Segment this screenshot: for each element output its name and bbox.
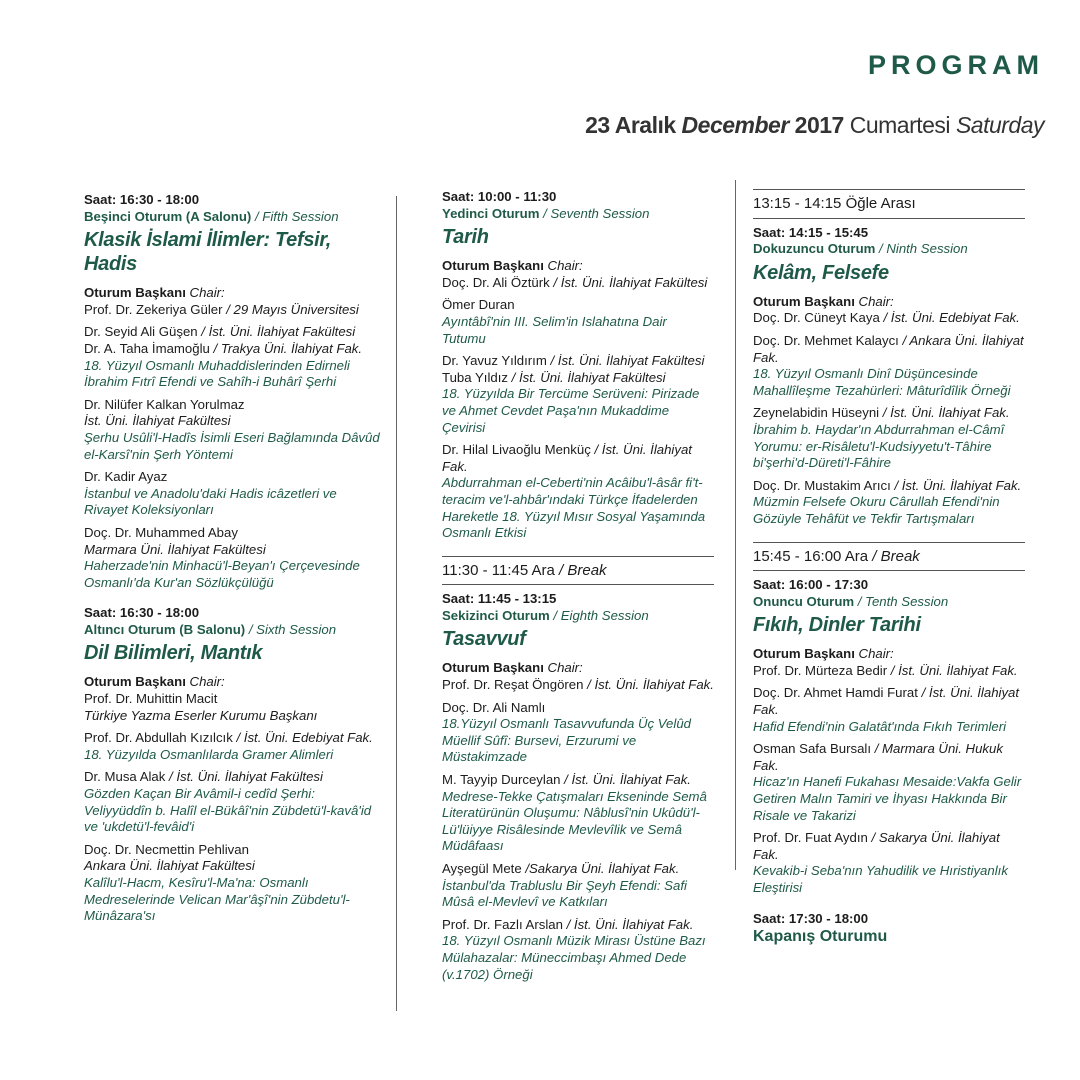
presenter-name: Dr. Yavuz Yıldırım [442,353,547,369]
session-time: Saat: 16:00 - 17:30 [753,577,869,593]
date-month-en: December [681,112,789,138]
presenter-name: M. Tayyip Durceylan [442,772,561,788]
chair-label: Oturum Başkanı [753,293,855,309]
session-topic: Fıkıh, Dinler Tarihi [753,614,921,637]
chair-label: Oturum Başkanı [84,674,186,690]
chair-affiliation: / İst. Üni. İlahiyat Fakültesi [553,274,708,290]
session-name-tr: Dokuzuncu Oturum [753,241,876,257]
presenter-affiliation: / İst. Üni. İlahiyat Fak. [442,442,692,474]
chair-label: Oturum Başkanı [84,285,186,301]
session-chair [753,646,1025,663]
session-name-tr: Altıncı Oturum (B Salonu) [84,621,246,637]
break-time: 15:45 - 16:00 Ara [753,547,869,565]
presenter-name: Dr. Musa Alak [84,769,166,785]
session-block [753,225,1025,528]
chair-name: Prof. Dr. Zekeriya Güler [84,301,223,317]
chair-label-en: Chair: [547,258,583,274]
session-name [84,622,384,639]
presenter-name: Dr. Nilüfer Kalkan Yorulmaz [84,396,245,412]
session-block [84,605,384,925]
paper-title: 18. Yüzyılda Osmanlılarda Gramer Alimleri [84,746,334,762]
chair-affiliation: / İst. Üni. Edebiyat Fak. [883,310,1020,326]
presenter-affiliation: / İst. Üni. İlahiyat Fak. [882,405,1010,421]
presenter-affiliation: / İst. Üni. İlahiyat Fak. [564,772,691,788]
presenter-name: Prof. Dr. Abdullah Kızılcık [84,730,233,746]
paper-title: Gözden Kaçan Bir Avâmil-i cedîd Şerhi: Veliyyüddîn b. Halîl el-Bükâî'nin Zübdetü'l-kavâ'id ve 'ukdetü'l-fevâid'i [84,786,372,835]
paper-title: Müzmin Felsefe Okuru Cârullah Efendi'nin Gözüyle Tehâfüt ve Tekfir Tartışmaları [753,494,1000,526]
column-1 [84,192,384,925]
chair-affiliation: / İst. Üni. İlahiyat Fak. [587,677,714,693]
presenter-affiliation: / İst. Üni. İlahiyat Fakültesi [169,769,323,785]
session-name-en: / Fifth Session [254,208,339,224]
closing-time: Saat: 17:30 - 18:00 [753,910,869,926]
presenter-affiliation: / Ankara Üni. İlahiyat Fak. [753,332,1024,365]
chair-name: Prof. Dr. Reşat Öngören [442,677,584,693]
session-name-tr: Onuncu Oturum [753,593,855,609]
chair-name: Doç. Dr. Ali Öztürk [442,274,550,290]
presenter-name: Prof. Dr. Fuat Aydın [753,830,868,846]
chair-name: Doç. Dr. Cüneyt Kaya [753,310,880,326]
presenter [753,685,1025,718]
presenter-name: Doç. Dr. Mehmet Kalaycı [753,332,899,348]
session-name-en: / Tenth Session [857,593,949,609]
presenter-affiliation: / İst. Üni. İlahiyat Fakültesi [550,353,705,369]
presenter [442,370,714,387]
chair-label: Oturum Başkanı [442,660,544,676]
presenter-name: Osman Safa Bursalı [753,741,872,757]
session-block [442,591,714,983]
session-topic: Klasik İslami İlimler: Tefsir, Hadis [84,229,332,276]
session-topic: Kelâm, Felsefe [753,261,889,284]
chair-label-en: Chair: [858,293,894,309]
presenter-affiliation: / Trakya Üni. İlahiyat Fak. [213,340,363,356]
presenter-name: Doç. Dr. Ahmet Hamdi Furat [753,685,918,701]
break-time: 11:30 - 11:45 Ara [442,561,555,579]
paper-title: İstanbul ve Anadolu'daki Hadis icâzetleri ve Rivayet Koleksiyonları [84,485,337,518]
presenter-name: Zeynelabidin Hüseyni [753,405,880,421]
session-chair [84,285,384,302]
presenter [442,442,714,475]
presenter [753,333,1025,366]
chair-label-en: Chair: [189,285,225,301]
presenter [753,478,1025,495]
presenter-name: Dr. Hilal Livaoğlu Menküç [442,442,591,458]
presenter [753,830,1025,863]
presenter [84,730,384,747]
session-topic: Tarih [442,226,489,249]
chair-label-en: Chair: [547,660,583,676]
session-name [753,594,1025,611]
session-name-en: / Eighth Session [553,607,649,623]
paper-title: Ayıntâbî'nin III. Selim'in Islahatına Dair Tutumu [442,313,667,346]
presenter [442,917,714,934]
presenter [442,861,714,878]
presenter-affiliation: / İst. Üni. İlahiyat Fak. [753,685,1020,718]
presenter-affiliation: / İst. Üni. Edebiyat Fak. [236,730,373,746]
column-3 [753,180,1025,946]
session-topic: Dil Bilimleri, Mantık [84,642,263,665]
session-name [442,206,714,223]
session-time: Saat: 14:15 - 15:45 [753,224,869,240]
chair-affiliation: / İst. Üni. İlahiyat Fak. [890,662,1018,678]
session-block [753,577,1025,897]
chair-person [84,302,384,319]
session-name [442,608,714,625]
session-chair [442,258,714,275]
paper-title: Kalîlu'l-Hacm, Kesîru'l-Ma'na: Osmanlı Medreselerinde Velican Mar'âşî'nin Zübdetu'l- Münâzara'sı [84,875,350,924]
chair-affiliation: / 29 Mayıs Üniversitesi [226,301,359,317]
presenter-affiliation: Ankara Üni. İlahiyat Fakültesi [84,858,255,874]
presenter-name: Dr. Seyid Ali Güşen [84,324,198,340]
paper-title: Hicaz'ın Hanefi Fukahası Mesaide:Vakfa Gelir Getiren Malın Tamiri ve İhyası Hakkında Bir Risale ve Takarizi [753,774,1022,823]
paper-title: İstanbul'da Trabluslu Bir Şeyh Efendi: Safi Mûsâ el-Mevlevî ve Katkıları [442,877,687,910]
chair-name: Prof. Dr. Muhittin Macit [84,691,218,707]
chair-person [753,310,1025,327]
presenter-affiliation: İst. Üni. İlahiyat Fakültesi [84,413,231,429]
session-time: Saat: 16:30 - 18:00 [84,192,200,207]
chair-label: Oturum Başkanı [442,258,544,274]
presenter-affiliation: Marmara Üni. İlahiyat Fakültesi [84,541,266,557]
presenter [84,769,384,786]
paper-title: 18. Yüzyıl Osmanlı Müzik Mirası Üstüne Bazı Mülahazalar: Müneccimbaşı Ahmed Dede (v.1702) Örneği [442,933,706,982]
break-row [442,556,714,586]
paper-title: 18.Yüzyıl Osmanlı Tasavvufunda Üç Velûd Müellif Sûfî: Bursevi, Erzurumi ve Müstakimzade [442,716,691,765]
date-year: 2017 [794,112,844,138]
session-name-en: / Sixth Session [248,621,337,637]
presenter-affiliation: /Sakarya Üni. İlahiyat Fak. [525,861,680,876]
column-2 [442,189,714,983]
session-name-en: / Seventh Session [543,205,650,221]
presenter [442,353,714,370]
presenter [84,341,384,358]
session-block [84,192,384,591]
session-block [442,189,714,542]
session-time: Saat: 11:45 - 13:15 [442,591,557,607]
paper-title: Haherzade'nin Minhacü'l-Beyan'ı Çerçevesinde Osmanlı'da Kur'an Sözlükçülüğü [84,558,360,590]
presenter [753,405,1025,422]
closing-block [753,911,1025,946]
chair-person [753,663,1025,680]
presenter-name: Ayşegül Mete [442,861,522,876]
session-name-tr: Yedinci Oturum [442,205,540,221]
break-label-en: / Break [872,547,920,565]
presenter [84,324,384,341]
chair-label-en: Chair: [858,646,894,662]
lunch-break-row: 13:15 - 14:15 Öğle Arası [753,189,1025,219]
chair-person [442,275,714,292]
presenter-name: Dr. Kadir Ayaz [84,469,168,485]
presenter-name: Dr. A. Taha İmamoğlu [84,340,210,356]
presenter-name: Tuba Yıldız [442,369,508,385]
paper-title: İbrahim b. Haydar'ın Abdurrahman el-Câmî Yorumu: er-Risâletu'l-Kudsiyyetu't-Tâhire bi'şerhi'd-Düreti'l-Fâhire [753,421,1005,471]
date-day: 23 Aralık [585,112,676,138]
paper-title: Kevakib-i Seba'nın Yahudilik ve Hıristiyanlık Eleştirisi [753,863,1008,895]
presenter-name: Doç. Dr. Ali Namlı [442,699,546,715]
presenter-affiliation: / İst. Üni. İlahiyat Fak. [894,477,1022,493]
session-time: Saat: 10:00 - 11:30 [442,189,557,204]
chair-label-en: Chair: [189,674,225,690]
program-title: PROGRAM [868,50,1044,80]
chair-label: Oturum Başkanı [753,646,855,662]
column-divider-1 [396,196,397,1011]
presenter-affiliation: / İst. Üni. İlahiyat Fakültesi [201,324,356,340]
presenter-name: Doç. Dr. Mustakim Arıcı [753,477,891,493]
presenter-name: Doç. Dr. Muhammed Abay [84,524,238,540]
presenter-affiliation: / Marmara Üni. Hukuk Fak. [753,741,1003,773]
presenter-name: Prof. Dr. Fazlı Arslan [442,916,563,932]
presenter-affiliation: / Sakarya Üni. İlahiyat Fak. [753,830,1000,862]
session-time: Saat: 16:30 - 18:00 [84,605,200,621]
session-chair [753,294,1025,311]
presenter [442,772,714,789]
chair-affiliation: Türkiye Yazma Eserler Kurumu Başkanı [84,707,318,723]
paper-title: Hafid Efendi'nin Galatât'ında Fıkıh Terimleri [753,718,1007,734]
column-divider-2 [735,180,736,870]
paper-title: Şerhu Usûli'l-Hadîs İsimli Eseri Bağlamında Dâvûd el-Karsî'nin Şerh Yöntemi [84,429,380,462]
paper-title: 18. Yüzyılda Bir Tercüme Serüveni: Pirizade ve Ahmet Cevdet Paşa'nın Mukaddime Çevirisi [442,386,700,435]
break-row [753,542,1025,572]
session-name [753,241,1025,258]
session-chair [84,674,384,691]
presenter [753,741,1025,774]
closing-title: Kapanış Oturumu [753,928,888,946]
session-name-tr: Sekizinci Oturum [442,607,550,623]
chair-name: Prof. Dr. Mürteza Bedir [753,662,888,678]
paper-title: 18. Yüzyıl Osmanlı Muhaddislerinden Edirneli İbrahim Fıtrî Efendi ve Sahîh-i Buhârî Şerhi [84,357,350,390]
session-name-en: / Ninth Session [879,241,968,257]
presenter-affiliation: / İst. Üni. İlahiyat Fak. [566,916,694,932]
session-topic: Tasavvuf [442,628,526,651]
chair-person [442,677,714,694]
date-weekday-en: Saturday [955,112,1044,138]
program-date [585,112,1044,139]
session-name [84,209,384,226]
break-label-en: / Break [559,561,607,579]
session-chair [442,660,714,677]
paper-title: Medrese-Tekke Çatışmaları Ekseninde Semâ Literatürünün Oluşumu: Nâblusî'nin Ukûdü'l-Lü'lüiyye Risâlesinde Mevlevîlik ve Semâ Müdâfaası [442,788,707,854]
presenter-affiliation: / İst. Üni. İlahiyat Fakültesi [511,369,666,385]
session-name-tr: Beşinci Oturum (A Salonu) [84,208,252,224]
presenter-name: Doç. Dr. Necmettin Pehlivan [84,841,249,857]
paper-title: Abdurrahman el-Ceberti'nin Acâibu'l-âsâr fi't-teracim ve'l-ahbâr'ındaki Türkçe İfadelerden Hareketle 18. Yüzyıl Mısır Sosyal Yaşamında Osmanlı Etkisi [442,475,706,541]
date-weekday: Cumartesi [849,112,951,138]
presenter-name: Ömer Duran [442,297,515,313]
paper-title: 18. Yüzyıl Osmanlı Dinî Düşüncesinde Mahallîleşme Tezahürleri: Mâturîdîlik Örneği [753,366,1011,398]
